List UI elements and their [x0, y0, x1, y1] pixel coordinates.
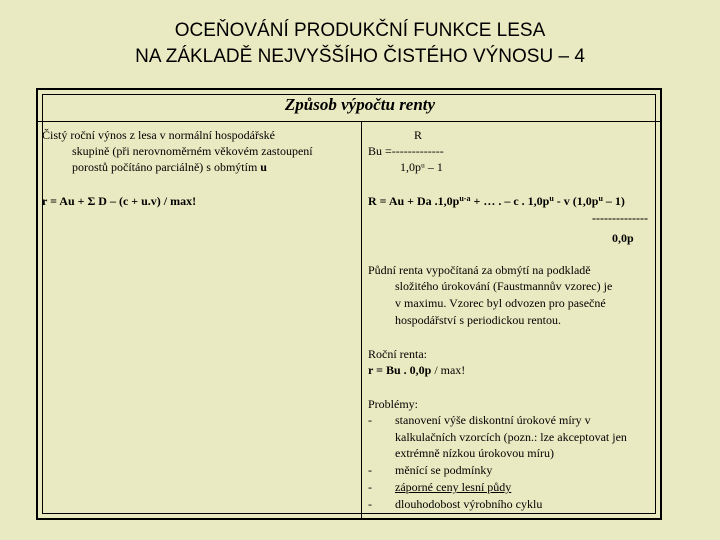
left-para-line-2: skupině (při nerovnoměrném věkovém zastoupení: [72, 144, 313, 158]
left-formula: r = Au + Σ D – (c + u.v) / max!: [42, 194, 197, 208]
r-formula-part-2: + … . – c . 1,0p: [470, 194, 550, 208]
title-line-2: NA ZÁKLADĚ NEJVYŠŠÍHO ČISTÉHO VÝNOSU – 4: [135, 46, 585, 67]
soil-rent-line-1: Půdní renta vypočítaná za obmýtí na podkladě: [368, 263, 591, 277]
r-fraction-line: --------------: [592, 211, 648, 225]
bu-fraction-line: Bu =-------------: [368, 144, 444, 158]
left-para-line-3: [72, 160, 267, 175]
annual-rent-formula: [368, 363, 465, 378]
bu-denominator: 1,0pᵘ – 1: [400, 160, 443, 174]
left-para-line-1: Čistý roční výnos z lesa v normální hospodářské: [42, 128, 275, 142]
header-divider: [37, 121, 661, 122]
soil-rent-line-3: v maximu. Vzorec byl odvozen pro pasečné: [395, 296, 606, 310]
problem-bullet-3: -: [368, 480, 372, 494]
soil-rent-line-2: složitého úrokování (Faustmannův vzorec) je: [395, 279, 613, 293]
problem-2-line-1: měnící se podmínky: [395, 463, 493, 477]
problem-bullet-4: -: [368, 497, 372, 511]
left-para-var: u: [260, 160, 267, 174]
annual-rent-label: Roční renta:: [368, 347, 427, 361]
title-line-1: OCEŇOVÁNÍ PRODUKČNÍ FUNKCE LESA: [174, 20, 546, 41]
problem-4-line-1: dlouhodobost výrobního cyklu: [395, 497, 543, 511]
bu-numerator: R: [414, 128, 423, 142]
r-formula: [368, 194, 625, 210]
r-formula-part-4: – 1): [602, 194, 625, 208]
annual-rent-suffix: / max!: [431, 363, 466, 377]
problems-label: Problémy:: [368, 397, 418, 411]
problem-3-line-1: záporné ceny lesní půdy: [395, 480, 512, 494]
r-formula-part-3: - v (1,0p: [553, 194, 599, 208]
problem-1-line-1: stanovení výše diskontní úrokové míry v: [395, 413, 591, 427]
left-para-line-3-text: porostů počítáno parciálně) s obmýtím: [72, 160, 261, 174]
page-title: [0, 18, 720, 70]
r-formula-part-1: R = Au + Da .1,0p: [368, 194, 460, 208]
problem-1-line-3: extrémně nízkou úrokovou míru): [395, 446, 554, 460]
soil-rent-line-4: hospodářství s periodickou rentou.: [395, 313, 561, 327]
problem-bullet-1: -: [368, 413, 372, 427]
r-exp-3: u: [598, 194, 603, 203]
problem-1-line-2: kalkulačních vzorcích (pozn.: lze akceptovat jen: [395, 430, 627, 444]
r-exp-1: u-a: [459, 194, 471, 203]
column-divider: [361, 122, 362, 518]
problem-bullet-2: -: [368, 463, 372, 477]
r-exp-2: u: [549, 194, 554, 203]
annual-rent-expression: r = Bu . 0,0p: [368, 363, 432, 377]
r-denominator: 0,0p: [612, 231, 634, 245]
section-subtitle: Způsob výpočtu renty: [284, 95, 436, 114]
